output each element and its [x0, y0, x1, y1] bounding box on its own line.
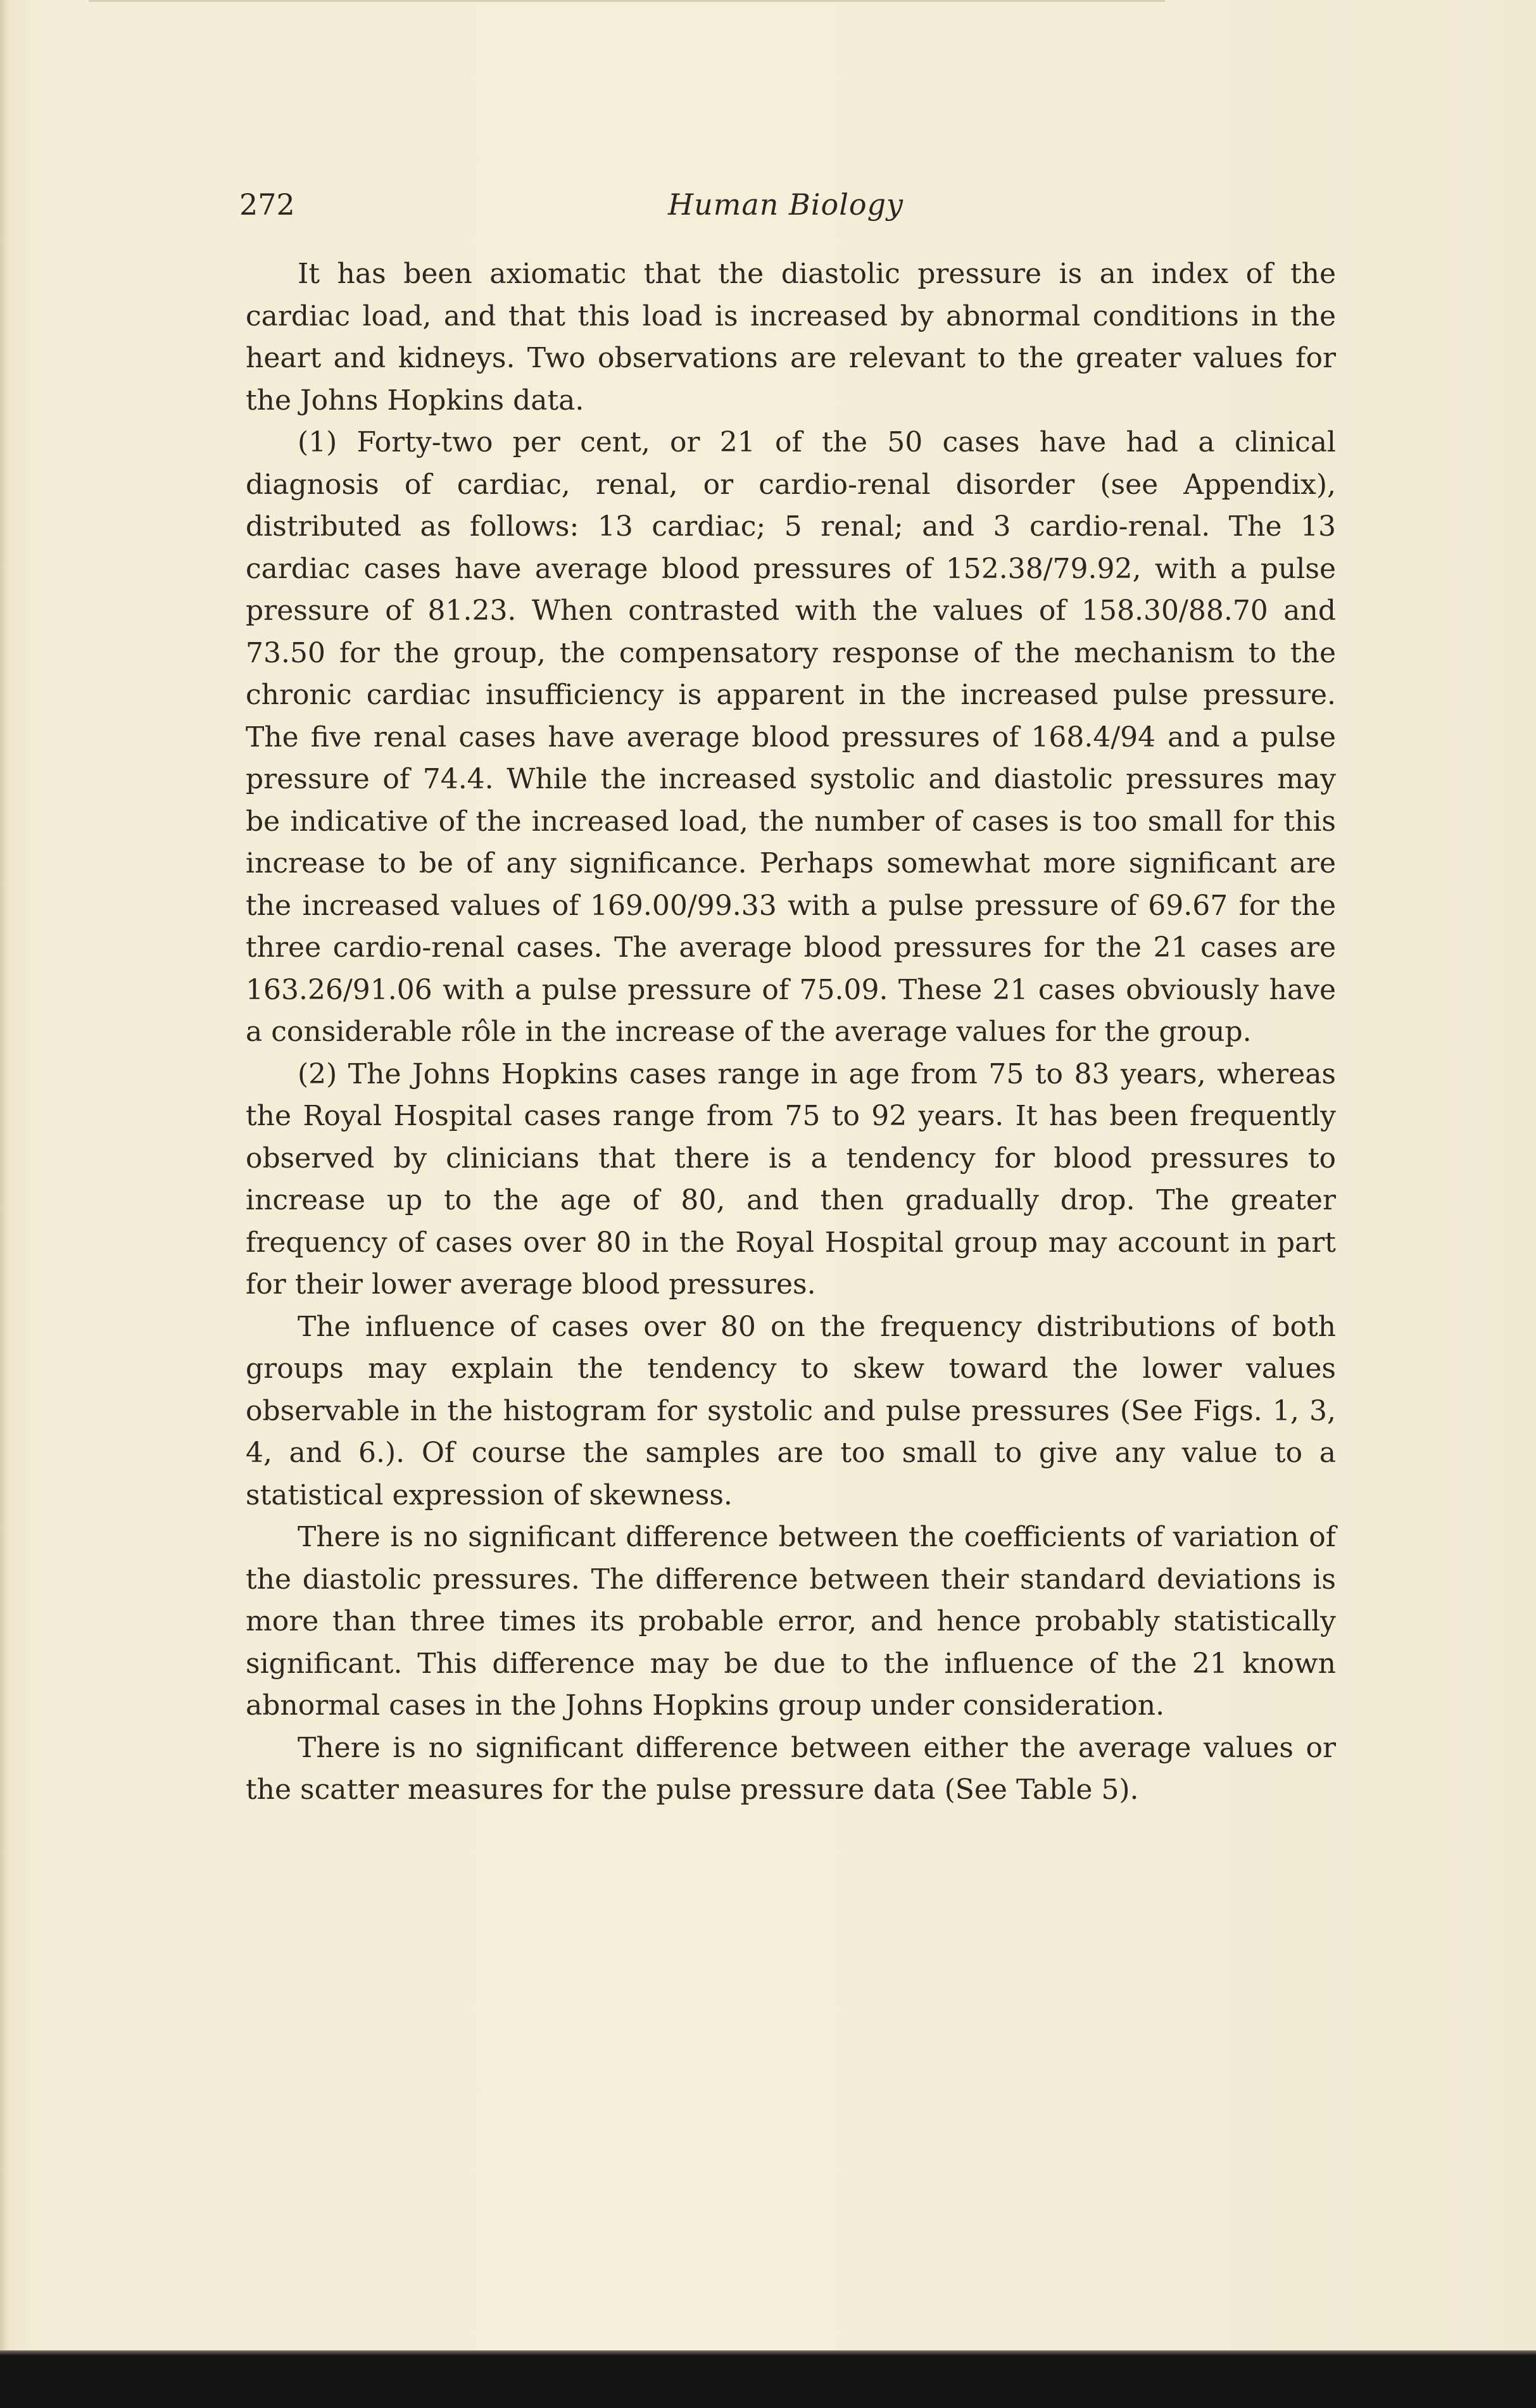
page-header [239, 182, 1332, 233]
paragraph: There is no significant difference between either the average values or the scatter measures for the pulse pressure data (See Table 5). [246, 1731, 1336, 1806]
paragraph: The influence of cases over 80 on the frequency distributions of both groups may explain the tendency to skew toward the lower values observable in the histogram for systolic and pulse pressures (See Figs. 1, 3, 4, and 6.). Of course the samples are too small to give any value to a statistical expression of skewness. [246, 1310, 1336, 1511]
page-top-edge [89, 0, 1165, 2]
page-left-edge [0, 0, 9, 2408]
paragraph: It has been axiomatic that the diastolic pressure is an index of the cardiac load, and that this load is increased by abnormal conditions in the heart and kidneys. Two observations are relevant to the greater values for the Johns Hopkins data. [246, 258, 1336, 417]
paragraph: There is no significant difference between the coefficients of variation of the diastolic pressures. The difference between their standard deviations is more than three times its probable error, and hence probably statistically significant. This difference may be due to the influence of the 21 known abnormal cases in the Johns Hopkins group under consideration. [246, 1521, 1336, 1722]
scan-bottom-border [0, 2350, 1536, 2408]
paragraph: (1) Forty-two per cent, or 21 of the 50 cases have had a clinical diagnosis of cardiac, renal, or cardio-renal disorder (see Appendix), distributed as follows: 13 cardiac; 5 renal; and 3 cardio-renal. The 13 cardiac cases have average blood pressures of 152.38/79.92, with a pulse pressure of 81.23. When contrasted with the values of 158.30/88.70 and 73.50 for the group, the compensatory response of the mechanism to the chronic cardiac insufficiency is apparent in the increased pulse pressure. The five renal cases have average blood pressures of 168.4/94 and a pulse pressure of 74.4. While the increased systolic and diastolic pressures may be indicative of the increased load, the number of cases is too small for this increase to be of any significance. Perhaps somewhat more significant are the increased values of 169.00/99.33 with a pulse pressure of 69.67 for the three cardio-renal cases. The average blood pressures for the 21 cases are 163.26/91.06 with a pulse pressure of 75.09. These 21 cases obviously have a considerable rôle in the increase of the average values for the group. [246, 426, 1336, 1048]
paragraph: (2) The Johns Hopkins cases range in age from 75 to 83 years, whereas the Royal Hospital cases range from 75 to 92 years. It has been frequently observed by clinicians that there is a tendency for blood pressures to increase up to the age of 80, and then gradually drop. The greater frequency of cases over 80 in the Royal Hospital group may account in part for their lower average blood pressures. [246, 1057, 1336, 1301]
running-head: Human Biology [667, 187, 904, 222]
body-text [246, 253, 1336, 1812]
page-number: 272 [239, 187, 295, 222]
